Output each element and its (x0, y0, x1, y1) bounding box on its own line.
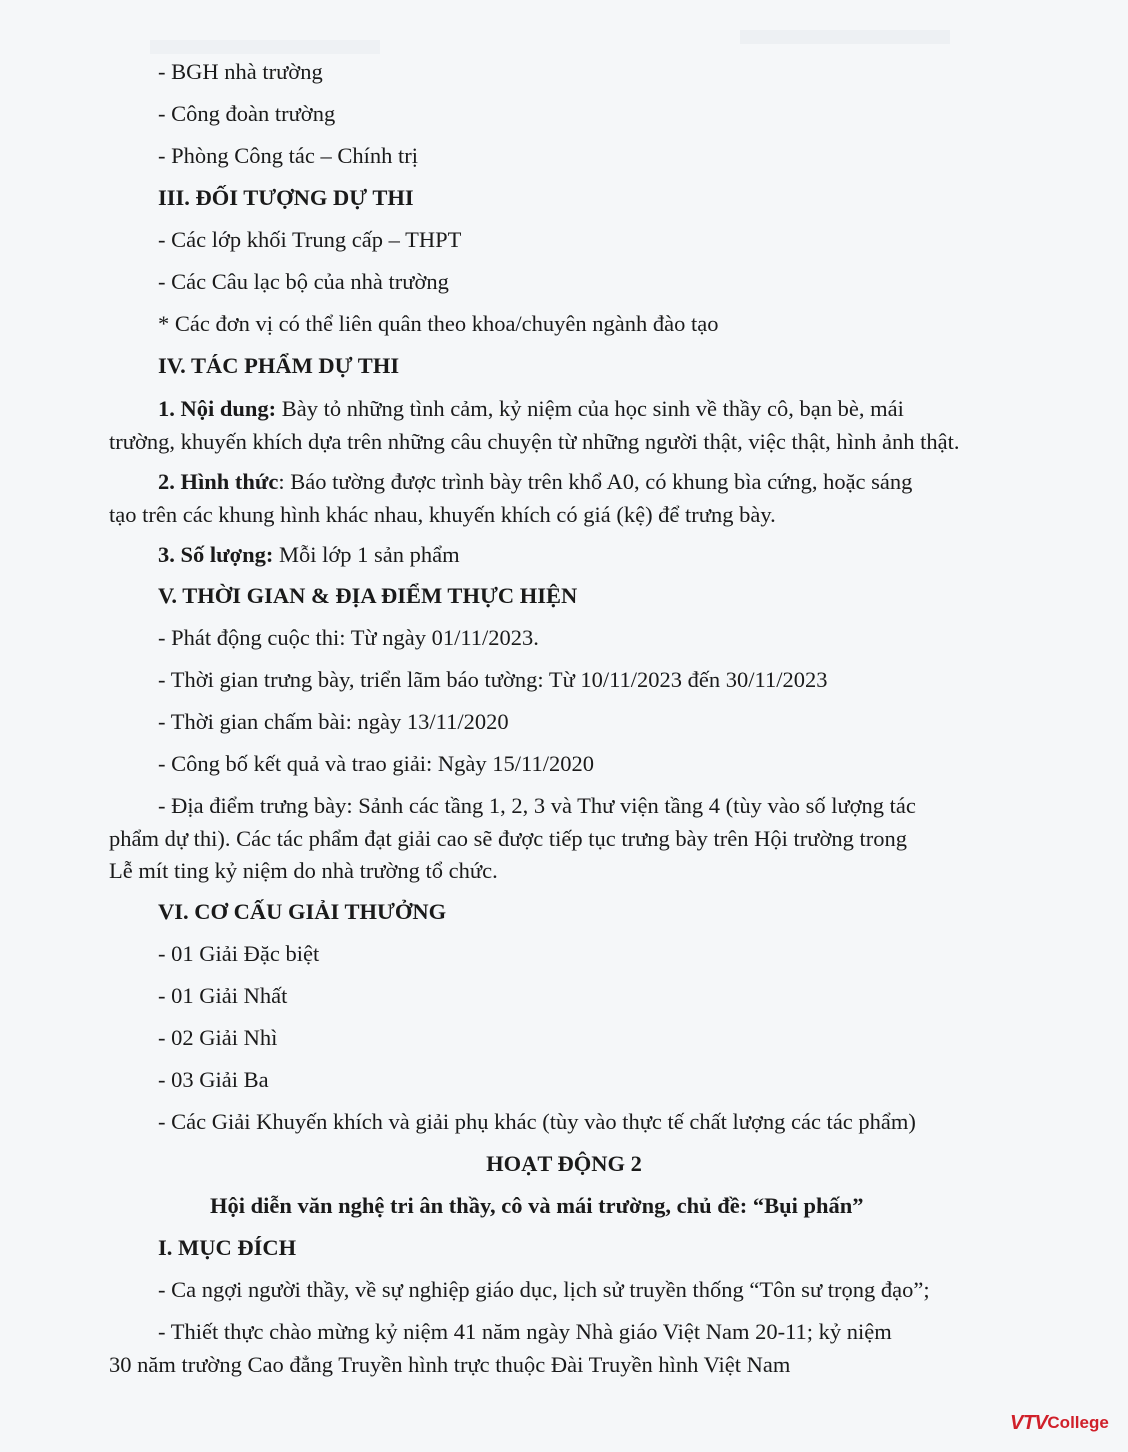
list-item: - Công bố kết quả và trao giải: Ngày 15/11/2020 (158, 751, 594, 776)
list-item: - Thiết thực chào mừng kỷ niệm 41 năm ngày Nhà giáo Việt Nam 20-11; kỷ niệm (158, 1319, 892, 1344)
content-text: Bày tỏ những tình cảm, kỷ niệm của học sinh về thầy cô, bạn bè, mái (276, 396, 904, 421)
quantity-paragraph (158, 541, 460, 569)
content-paragraph (158, 395, 904, 423)
section-heading: VI. CƠ CẤU GIẢI THƯỞNG (158, 899, 447, 924)
list-item: - Các Câu lạc bộ của nhà trường (158, 269, 449, 294)
list-item: - Công đoàn trường (158, 101, 336, 126)
form-paragraph-cont: tạo trên các khung hình khác nhau, khuyến khích có giá (kệ) để trưng bày. (109, 502, 776, 527)
content-label: 1. Nội dung: (158, 396, 277, 421)
list-item: - Địa điểm trưng bày: Sảnh các tầng 1, 2, 3 và Thư viện tầng 4 (tùy vào số lượng tác (158, 793, 916, 818)
section-heading: I. MỤC ĐÍCH (158, 1235, 297, 1260)
prize-item: - Các Giải Khuyến khích và giải phụ khác (tùy vào thực tế chất lượng các tác phẩm) (158, 1109, 916, 1134)
list-item-cont: Lễ mít ting kỷ niệm do nhà trường tổ chức. (109, 858, 498, 883)
list-item: - Phòng Công tác – Chính trị (158, 143, 418, 168)
list-item: * Các đơn vị có thể liên quân theo khoa/chuyên ngành đào tạo (158, 311, 719, 336)
bleed-through-block (740, 30, 950, 44)
form-label: 2. Hình thức (158, 469, 279, 494)
list-item: - Các lớp khối Trung cấp – THPT (158, 227, 462, 252)
list-item: - BGH nhà trường (158, 59, 323, 84)
content-paragraph-cont: trường, khuyến khích dựa trên những câu chuyện từ những người thật, việc thật, hình ảnh thật. (109, 429, 960, 454)
list-item-cont: phẩm dự thi). Các tác phẩm đạt giải cao sẽ được tiếp tục trưng bày trên Hội trường trong (109, 826, 907, 851)
logo-suffix: College (1047, 1413, 1109, 1432)
list-item: - Thời gian trưng bày, triển lãm báo tường: Từ 10/11/2023 đến 30/11/2023 (158, 667, 828, 692)
vtv-college-logo (1010, 1410, 1109, 1436)
activity-title: HOẠT ĐỘNG 2 (486, 1151, 642, 1176)
list-item: - Phát động cuộc thi: Từ ngày 01/11/2023. (158, 625, 539, 650)
form-text: : Báo tường được trình bày trên khổ A0, có khung bìa cứng, hoặc sáng (278, 469, 913, 494)
bleed-through-block (150, 40, 380, 54)
quantity-text: Mỗi lớp 1 sản phẩm (273, 542, 460, 567)
list-item: - Thời gian chấm bài: ngày 13/11/2020 (158, 709, 509, 734)
form-paragraph (158, 468, 912, 496)
section-heading: IV. TÁC PHẨM DỰ THI (158, 353, 400, 378)
prize-item: - 01 Giải Đặc biệt (158, 941, 320, 966)
list-item: - Ca ngợi người thầy, về sự nghiệp giáo dục, lịch sử truyền thống “Tôn sư trọng đạo”; (158, 1277, 930, 1302)
quantity-label: 3. Số lượng: (158, 542, 274, 567)
section-heading: V. THỜI GIAN & ĐỊA ĐIỂM THỰC HIỆN (158, 583, 578, 608)
section-heading: III. ĐỐI TƯỢNG DỰ THI (158, 185, 414, 210)
prize-item: - 02 Giải Nhì (158, 1025, 278, 1050)
activity-subtitle: Hội diễn văn nghệ tri ân thầy, cô và mái trường, chủ đề: “Bụi phấn” (210, 1193, 864, 1218)
prize-item: - 03 Giải Ba (158, 1067, 269, 1092)
logo-brand: VTV (1010, 1411, 1048, 1434)
prize-item: - 01 Giải Nhất (158, 983, 288, 1008)
list-item-cont: 30 năm trường Cao đẳng Truyền hình trực thuộc Đài Truyền hình Việt Nam (109, 1352, 791, 1377)
